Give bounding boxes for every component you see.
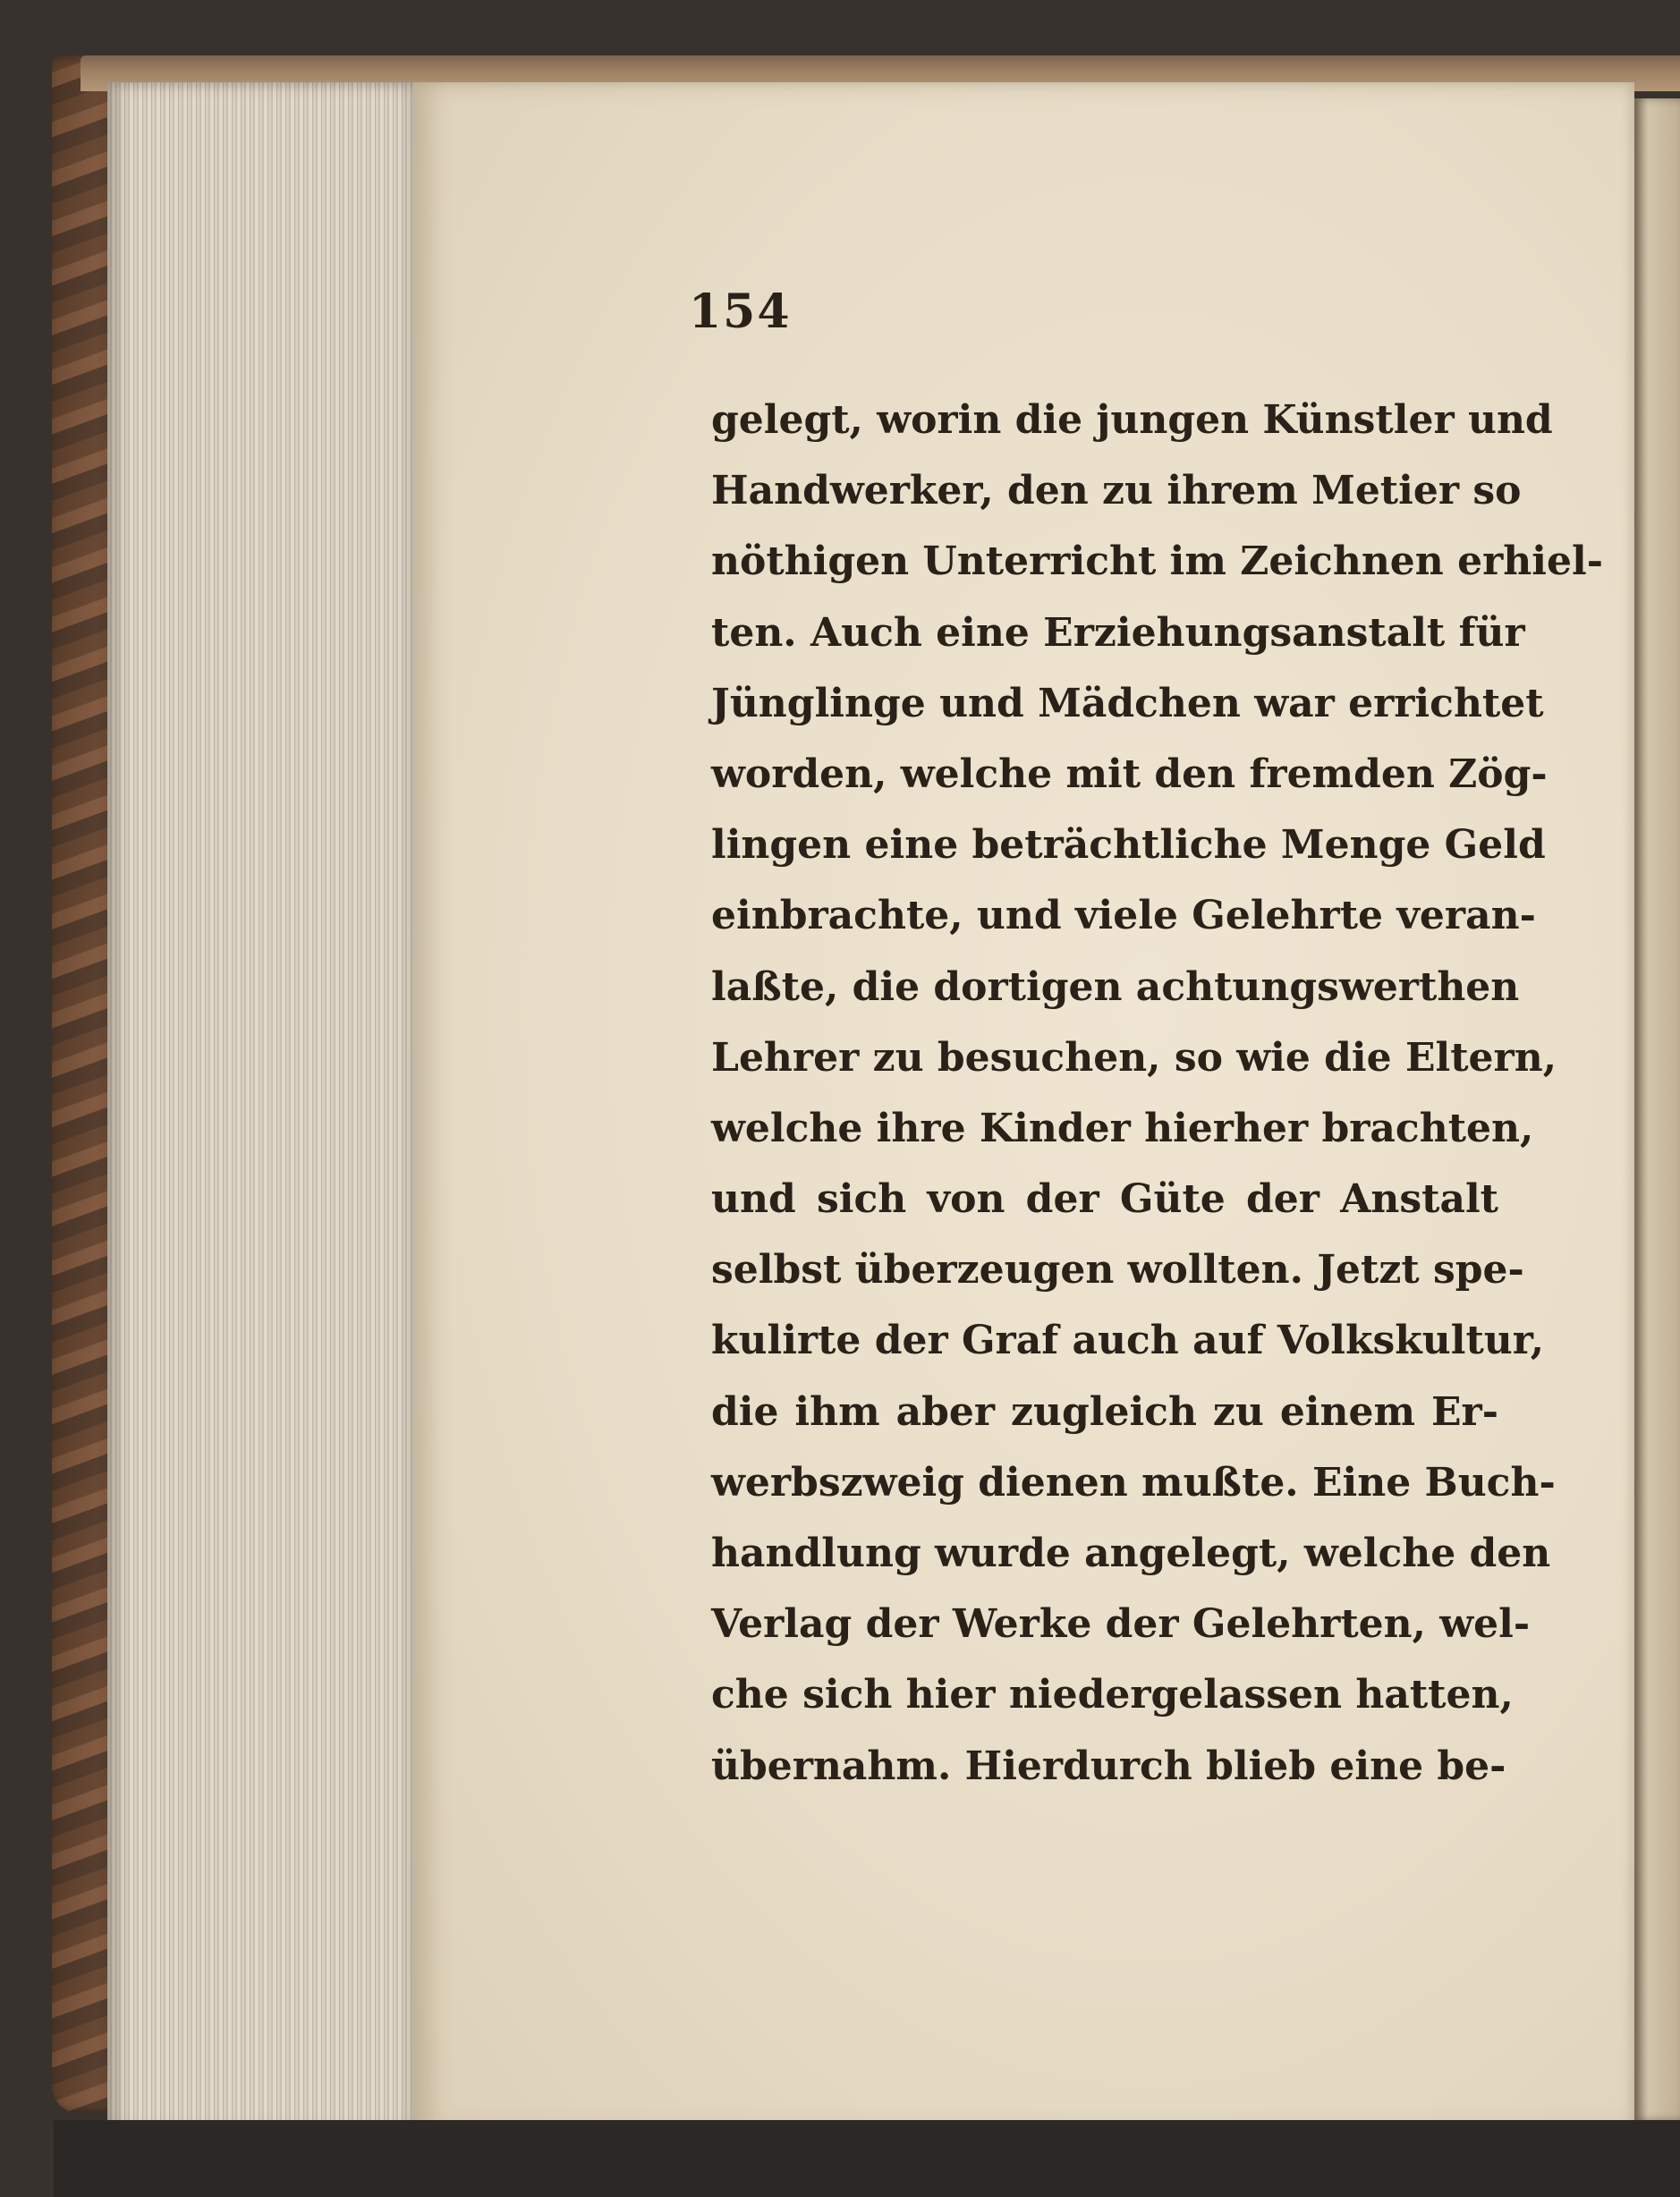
text-line: einbrachte, und viele Gelehrte veran-: [711, 893, 1536, 939]
text-line: und sich von der Güte der Anstalt: [711, 1176, 1498, 1223]
text-line: handlung wurde angelegt, welche den: [711, 1531, 1551, 1576]
text-line: laßte, die dortigen achtungswerthen: [711, 963, 1520, 1010]
page-body-text: [711, 385, 1603, 1802]
text-line: Handwerker, den zu ihrem Metier so: [711, 468, 1522, 514]
text-line: übernahm. Hierdurch blieb eine be-: [711, 1743, 1506, 1789]
text-line: worden, welche mit den fremden Zög-: [711, 751, 1548, 797]
text-line: welche ihre Kinder hierher brachten,: [711, 1105, 1534, 1151]
text-line: che sich hier niedergelassen hatten,: [711, 1672, 1514, 1718]
text-line: gelegt, worin die jungen Künstler und: [711, 397, 1553, 443]
text-line: selbst überzeugen wollten. Jetzt spe-: [711, 1247, 1524, 1294]
text-line: kulirte der Graf auch auf Volkskultur,: [711, 1318, 1545, 1364]
text-line: Jünglinge und Mädchen war errichtet: [711, 680, 1544, 726]
text-line: werbszweig dienen mußte. Eine Buch-: [711, 1459, 1556, 1506]
text-line: Lehrer zu besuchen, so wie die Eltern,: [711, 1034, 1557, 1081]
page-edges: [107, 82, 416, 2131]
facing-page-edge: [1634, 98, 1680, 2120]
text-line: lingen eine beträchtliche Menge Geld: [711, 822, 1546, 869]
text-line: ten. Auch eine Erziehungsanstalt für: [711, 609, 1525, 656]
text-line: Verlag der Werke der Gelehrten, wel-: [711, 1601, 1531, 1648]
text-line: die ihm aber zugleich zu einem Er-: [711, 1388, 1498, 1435]
text-line: nöthigen Unterricht im Zeichnen erhiel-: [711, 539, 1603, 585]
page-number: 154: [689, 284, 792, 339]
background-shadow: [54, 2120, 1680, 2197]
